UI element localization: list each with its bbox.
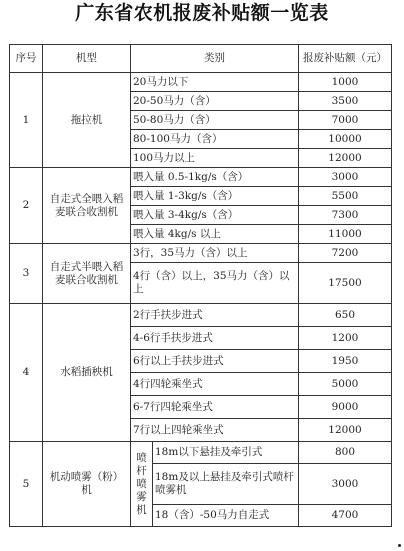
row-category: 18m及以上悬挂及牵引式喷杆喷雾机 xyxy=(153,464,299,505)
row-amount: 3500 xyxy=(299,92,392,111)
row-amount: 3000 xyxy=(299,464,392,505)
row-category: 20马力以下 xyxy=(131,73,299,92)
row-amount: 1950 xyxy=(299,350,392,373)
row-category: 50-80马力（含） xyxy=(131,111,299,130)
row-category: 7行以上四轮乘坐式 xyxy=(131,419,299,442)
row-amount: 5000 xyxy=(299,373,392,396)
row-category: 6行以上手扶步进式 xyxy=(131,350,299,373)
table-row xyxy=(10,244,392,263)
row-category: 4-6行手扶步进式 xyxy=(131,327,299,350)
row-model: 机动喷雾（粉）机 xyxy=(43,442,131,527)
row-amount: 17500 xyxy=(299,263,392,304)
subsidy-table xyxy=(9,44,392,527)
row-category: 18m以下悬挂及牵引式 xyxy=(153,442,299,464)
header-category: 类别 xyxy=(131,45,299,73)
row-amount: 1000 xyxy=(299,73,392,92)
table-row xyxy=(10,442,392,464)
row-amount: 1200 xyxy=(299,327,392,350)
row-amount: 7200 xyxy=(299,244,392,263)
table-row xyxy=(10,304,392,327)
row-category: 3行，35马力（含）以上 xyxy=(131,244,299,263)
row-category: 2行手扶步进式 xyxy=(131,304,299,327)
row-model: 自走式半喂入稻麦联合收割机 xyxy=(43,244,131,304)
header-model: 机型 xyxy=(43,45,131,73)
row-category: 100马力以上 xyxy=(131,149,299,168)
row-model: 自走式全喂入稻麦联合收割机 xyxy=(43,168,131,244)
row-seq: 1 xyxy=(10,73,43,168)
row-category: 18（含）-50马力自走式 xyxy=(153,505,299,527)
row-category: 4行四轮乘坐式 xyxy=(131,373,299,396)
row-category: 20-50马力（含） xyxy=(131,92,299,111)
row-seq: 2 xyxy=(10,168,43,244)
row-category: 喂入量 3-4kg/s（含） xyxy=(131,206,299,225)
row-category: 4行（含）以上，35马力（含）以上 xyxy=(131,263,299,304)
row-amount: 7000 xyxy=(299,111,392,130)
row-amount: 800 xyxy=(299,442,392,464)
row-amount: 12000 xyxy=(299,419,392,442)
row-amount: 7300 xyxy=(299,206,392,225)
row-amount: 11000 xyxy=(299,225,392,244)
row-amount: 5500 xyxy=(299,187,392,206)
table-header-row xyxy=(10,45,392,73)
row-subtype: 喷杆喷雾机 xyxy=(131,442,153,527)
row-category: 喂入量 4kg/s 以上 xyxy=(131,225,299,244)
row-model: 拖拉机 xyxy=(43,73,131,168)
table-row xyxy=(10,73,392,92)
row-amount: 650 xyxy=(299,304,392,327)
bullet-dot xyxy=(398,544,401,547)
row-category: 喂入量 1-3kg/s（含） xyxy=(131,187,299,206)
row-amount: 4700 xyxy=(299,505,392,527)
row-category: 80-100马力（含） xyxy=(131,130,299,149)
header-seq: 序号 xyxy=(10,45,43,73)
table-row xyxy=(10,168,392,187)
row-category: 喂入量 0.5-1kg/s（含） xyxy=(131,168,299,187)
row-model: 水稻插秧机 xyxy=(43,304,131,442)
row-amount: 10000 xyxy=(299,130,392,149)
page-title: 广东省农机报废补贴额一览表 xyxy=(75,2,329,24)
row-seq: 3 xyxy=(10,244,43,304)
row-seq: 5 xyxy=(10,442,43,527)
header-amount: 报废补贴额（元） xyxy=(299,45,392,73)
row-amount: 12000 xyxy=(299,149,392,168)
row-category: 6-7行四轮乘坐式 xyxy=(131,396,299,419)
row-amount: 3000 xyxy=(299,168,392,187)
row-seq: 4 xyxy=(10,304,43,442)
row-amount: 9000 xyxy=(299,396,392,419)
